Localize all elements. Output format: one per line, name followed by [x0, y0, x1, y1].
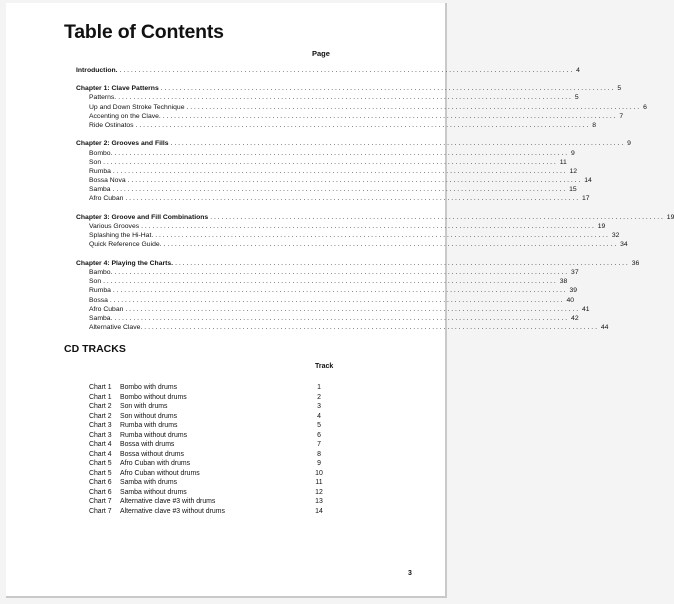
toc-section-entry — [76, 176, 592, 185]
cd-track-row — [89, 497, 329, 507]
table-of-contents — [76, 66, 674, 332]
dot-leader: ........................................................................................................................ — [112, 186, 568, 194]
cd-track-row — [89, 421, 329, 431]
toc-entry-title: Various Grooves — [89, 223, 140, 230]
dot-leader: ........................................................................................................................ — [109, 296, 565, 304]
toc-entry-title: Bossa Nova — [89, 177, 126, 185]
dot-leader: ........................................................................................................................ — [119, 67, 575, 74]
toc-entry-title: Chapter 1: Clave Patterns — [76, 85, 159, 93]
track-chart-label: Chart 4 — [89, 441, 112, 448]
toc-section-entry — [76, 194, 590, 203]
toc-entry-title: Quick Reference Guide. — [89, 241, 162, 249]
toc-entry-title: Chapter 4: Playing the Charts. — [76, 259, 174, 267]
cd-track-row — [89, 383, 329, 393]
toc-section-entry — [76, 185, 577, 194]
track-description: Afro Cuban without drums — [120, 469, 200, 477]
toc-page-number: 7 — [619, 112, 624, 120]
track-description: Son without drums — [120, 412, 178, 420]
toc-chapter-entry — [76, 213, 674, 222]
toc-intro-entry — [76, 66, 580, 75]
toc-section-entry — [76, 305, 590, 314]
cd-track-row — [89, 459, 329, 469]
toc-section-entry — [76, 268, 579, 277]
toc-entry-title: Patterns. — [89, 94, 117, 102]
toc-section-entry — [76, 286, 578, 295]
toc-entry-title: Up and Down Stroke Technique — [89, 103, 185, 111]
toc-page-number: 14 — [584, 177, 592, 185]
toc-entry-title: Ride Ostinatos — [89, 121, 134, 129]
track-description: Samba without drums — [120, 488, 187, 496]
toc-section-entry — [76, 121, 596, 130]
track-number: 12 — [315, 488, 323, 496]
track-description: Bombo with drums — [120, 384, 178, 391]
toc-page-number: 6 — [643, 103, 647, 111]
track-number: 6 — [317, 431, 321, 439]
dot-leader: ........................................................................................................................ — [118, 94, 573, 102]
toc-entry-title: Afro Cuban — [89, 195, 124, 203]
cd-track-row — [89, 450, 329, 460]
toc-section-entry — [76, 93, 579, 102]
toc-entry-title: Samba — [89, 186, 111, 194]
cd-track-row — [89, 402, 329, 412]
toc-page-number: 37 — [571, 268, 579, 276]
track-chart-label: Chart 4 — [89, 450, 112, 458]
track-description: Samba with drums — [120, 479, 178, 486]
track-chart-label: Chart 1 — [89, 393, 112, 401]
dot-leader: ........................................................................................................................ — [112, 287, 568, 295]
toc-page-number: 8 — [592, 121, 596, 129]
toc-page-number: 40 — [566, 296, 575, 304]
dot-leader: ........................................................................................................................ — [114, 268, 570, 276]
toc-spacer — [76, 250, 332, 259]
track-number: 1 — [317, 384, 321, 391]
cd-track-row — [89, 507, 329, 517]
dot-leader: ........................................................................................................................ — [160, 85, 616, 93]
toc-section-entry — [76, 277, 568, 286]
toc-page-number: 36 — [631, 259, 640, 267]
track-chart-label: Chart 1 — [89, 384, 112, 391]
dot-leader: ........................................................................................................................ — [125, 195, 580, 203]
toc-page-number: 5 — [617, 85, 622, 93]
cd-track-row — [89, 431, 329, 441]
toc-page-number: 5 — [574, 94, 579, 102]
dot-leader: ........................................................................................................................ — [103, 278, 558, 286]
toc-page-number: 4 — [576, 67, 580, 74]
toc-page-number: 41 — [582, 305, 590, 313]
toc-entry-title: Alternative Clave. — [89, 324, 143, 332]
track-chart-label: Chart 5 — [89, 460, 112, 467]
cd-tracks-heading: CD TRACKS — [64, 343, 126, 355]
track-description: Alternative clave #3 without drums — [120, 507, 225, 515]
toc-spacer — [76, 130, 332, 139]
toc-entry-title: Son — [89, 278, 102, 286]
track-chart-label: Chart 7 — [89, 498, 112, 505]
toc-page-number: 17 — [582, 195, 590, 203]
toc-chapter-entry — [76, 84, 622, 93]
dot-leader: ........................................................................................................................ — [114, 314, 570, 322]
track-description: Afro Cuban with drums — [120, 460, 191, 467]
track-number: 10 — [315, 469, 323, 477]
toc-entry-title: Rumba — [89, 167, 111, 175]
track-chart-label: Chart 3 — [89, 431, 112, 439]
track-number: 2 — [317, 393, 321, 401]
toc-page-number: 11 — [559, 158, 567, 166]
dot-leader: ........................................................................................................................ — [112, 167, 568, 175]
dot-leader: ........................................................................................................................ — [127, 177, 583, 185]
dot-leader: ........................................................................................................................ — [210, 213, 665, 221]
toc-page-number: 9 — [627, 140, 631, 148]
track-number: 7 — [317, 441, 321, 448]
toc-chapter-entry — [76, 139, 631, 148]
track-chart-label: Chart 2 — [89, 403, 112, 410]
track-number: 14 — [315, 507, 323, 515]
toc-entry-title: Bossa — [89, 296, 108, 304]
toc-entry-title: Rumba — [89, 287, 111, 295]
dot-leader: ........................................................................................................................ — [162, 112, 618, 120]
document-page — [6, 3, 674, 598]
toc-entry-title: Splashing the Hi-Hat. — [89, 232, 154, 240]
dot-leader: ........................................................................................................................ — [163, 241, 619, 249]
dot-leader: ........................................................................................................................ — [186, 103, 642, 111]
toc-section-entry — [76, 112, 624, 121]
cd-track-list — [89, 383, 329, 516]
track-number: 13 — [315, 498, 323, 505]
page-title: Table of Contents — [64, 21, 224, 43]
toc-entry-title: Son — [89, 158, 102, 166]
toc-page-number: 9 — [571, 149, 575, 157]
track-description: Son with drums — [120, 403, 168, 410]
track-description: Bombo without drums — [120, 393, 187, 401]
toc-section-entry — [76, 158, 567, 167]
track-chart-label: Chart 6 — [89, 479, 112, 486]
cd-track-row — [89, 412, 329, 422]
toc-chapter-entry — [76, 259, 640, 268]
toc-page-number: 19 — [666, 213, 674, 221]
toc-spacer — [76, 204, 332, 213]
track-column-label: Track — [315, 363, 334, 370]
toc-section-entry — [76, 323, 609, 332]
dot-leader: ........................................................................................................................ — [141, 223, 596, 230]
toc-entry-title: Chapter 2: Grooves and Fills — [76, 140, 169, 148]
toc-entry-title: Introduction. — [76, 67, 118, 74]
toc-entry-title: Bombo. — [89, 149, 113, 157]
toc-entry-title: Afro Cuban — [89, 305, 124, 313]
track-description: Rumba without drums — [120, 431, 188, 439]
track-number: 4 — [317, 412, 321, 420]
toc-page-number: 39 — [569, 287, 578, 295]
cd-track-row — [89, 393, 329, 403]
track-chart-label: Chart 3 — [89, 422, 112, 429]
track-number: 3 — [317, 403, 321, 410]
track-description: Rumba with drums — [120, 422, 178, 429]
track-number: 9 — [317, 460, 321, 467]
dot-leader: ........................................................................................................................ — [135, 121, 591, 129]
track-number: 11 — [315, 479, 323, 486]
dot-leader: ........................................................................................................................ — [125, 305, 580, 313]
track-chart-label: Chart 5 — [89, 469, 112, 477]
track-number: 5 — [317, 422, 321, 429]
toc-page-number: 19 — [597, 223, 606, 230]
toc-section-entry — [76, 314, 579, 323]
track-chart-label: Chart 2 — [89, 412, 112, 420]
cd-track-row — [89, 478, 329, 488]
toc-section-entry — [76, 167, 578, 176]
cd-track-row — [89, 488, 329, 498]
dot-leader: ........................................................................................................................ — [170, 140, 626, 148]
toc-page-number: 38 — [559, 278, 568, 286]
toc-page-number: 15 — [569, 186, 577, 194]
toc-page-number: 44 — [600, 324, 609, 332]
track-chart-label: Chart 7 — [89, 507, 112, 515]
dot-leader: ........................................................................................................................ — [114, 149, 570, 157]
toc-spacer — [76, 75, 332, 84]
toc-section-entry — [76, 222, 606, 231]
toc-page-number: 12 — [569, 167, 578, 175]
dot-leader: ........................................................................................................................ — [103, 158, 558, 166]
track-description: Bossa without drums — [120, 450, 184, 458]
toc-section-entry — [76, 149, 575, 158]
toc-section-entry — [76, 231, 620, 240]
track-number: 8 — [317, 450, 321, 458]
toc-page-number: 34 — [620, 241, 628, 249]
track-description: Alternative clave #3 with drums — [120, 498, 216, 505]
dot-leader: ........................................................................................................................ — [144, 324, 599, 332]
track-description: Bossa with drums — [120, 441, 175, 448]
toc-section-entry — [76, 103, 647, 112]
toc-page-number: 42 — [571, 314, 579, 322]
toc-entry-title: Samba. — [89, 314, 113, 322]
cd-track-row — [89, 469, 329, 479]
dot-leader: ........................................................................................................................ — [175, 259, 630, 267]
page-number: 3 — [408, 570, 412, 577]
toc-section-entry — [76, 296, 575, 305]
toc-entry-title: Accenting on the Clave. — [89, 112, 161, 120]
track-chart-label: Chart 6 — [89, 488, 112, 496]
toc-page-number: 32 — [611, 232, 620, 240]
cd-track-row — [89, 440, 329, 450]
page-column-label: Page — [312, 49, 330, 58]
toc-entry-title: Chapter 3: Groove and Fill Combinations — [76, 213, 209, 221]
dot-leader: ........................................................................................................................ — [155, 232, 610, 240]
toc-section-entry — [76, 240, 628, 249]
toc-entry-title: Bambo. — [89, 268, 113, 276]
